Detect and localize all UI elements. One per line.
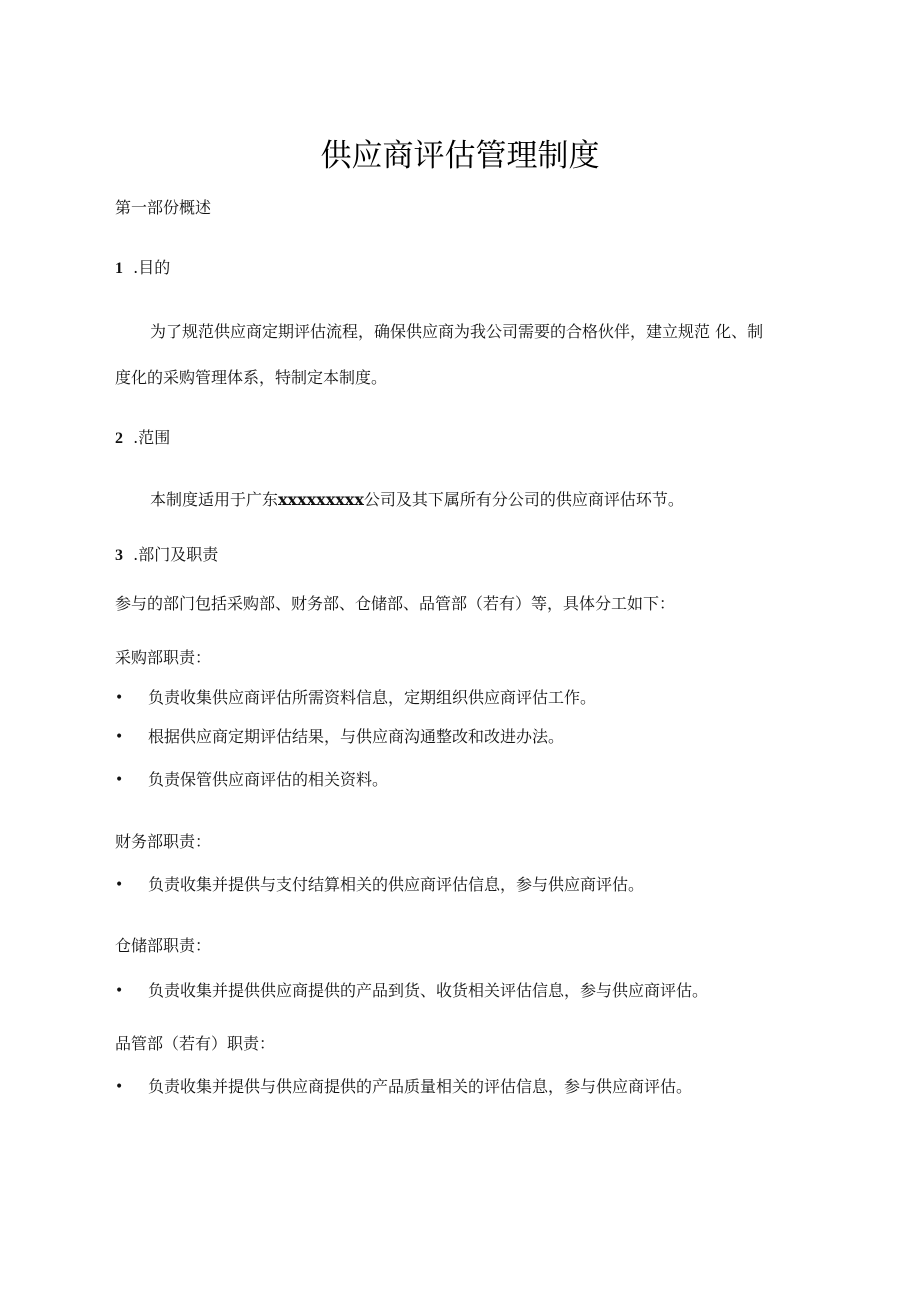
- purchasing-duty-1: 负责收集供应商评估所需资料信息，定期组织供应商评估工作。: [148, 688, 597, 707]
- section-number: 2: [115, 430, 123, 447]
- section-label: .部门及职责: [133, 545, 219, 564]
- bullet-dot: •: [115, 877, 124, 893]
- purpose-line-1: 为了规范供应商定期评估流程，确保供应商为我公司需要的合格伙伴，建立规范 化、制: [150, 322, 764, 341]
- section-heading-purpose: [115, 258, 170, 279]
- bullet-dot: •: [115, 690, 124, 706]
- scope-text-pre: 本制度适用于广东: [150, 490, 279, 509]
- quality-heading: 品管部（若有）职责：: [115, 1034, 276, 1053]
- warehouse-duty-1: 负责收集并提供供应商提供的产品到货、收货相关评估信息，参与供应商评估。: [148, 981, 709, 1000]
- part-heading: 第一部份概述: [115, 198, 212, 217]
- purchasing-duty-3: 负责保管供应商评估的相关资料。: [148, 770, 389, 789]
- quality-duty-1: 负责收集并提供与供应商提供的产品质量相关的评估信息，参与供应商评估。: [148, 1077, 693, 1096]
- finance-heading: 财务部职责：: [115, 832, 212, 851]
- document-title: 供应商评估管理制度: [320, 138, 600, 174]
- section-heading-departments: [115, 545, 218, 566]
- purpose-line-2: 度化的采购管理体系，特制定本制度。: [115, 368, 388, 387]
- bullet-dot: •: [115, 983, 124, 999]
- warehouse-heading: 仓储部职责：: [115, 936, 212, 955]
- section-number: 1: [115, 260, 123, 277]
- scope-paragraph: [150, 490, 684, 510]
- company-name: xxxxxxxxx: [278, 490, 364, 509]
- purchasing-heading: 采购部职责：: [115, 648, 212, 667]
- finance-duty-1: 负责收集并提供与支付结算相关的供应商评估信息，参与供应商评估。: [148, 875, 645, 894]
- section-heading-scope: [115, 428, 170, 449]
- section-number: 3: [115, 547, 123, 564]
- section-label: .目的: [133, 258, 171, 277]
- section-label: .范围: [133, 428, 171, 447]
- purchasing-duty-2: 根据供应商定期评估结果，与供应商沟通整改和改进办法。: [148, 727, 565, 746]
- bullet-dot: •: [115, 772, 124, 788]
- departments-intro: 参与的部门包括采购部、财务部、仓储部、品管部（若有）等，具体分工如下：: [115, 594, 676, 613]
- scope-text-post: 公司及其下属所有分公司的供应商评估环节。: [363, 490, 684, 509]
- bullet-dot: •: [115, 1079, 124, 1095]
- bullet-dot: •: [115, 729, 124, 745]
